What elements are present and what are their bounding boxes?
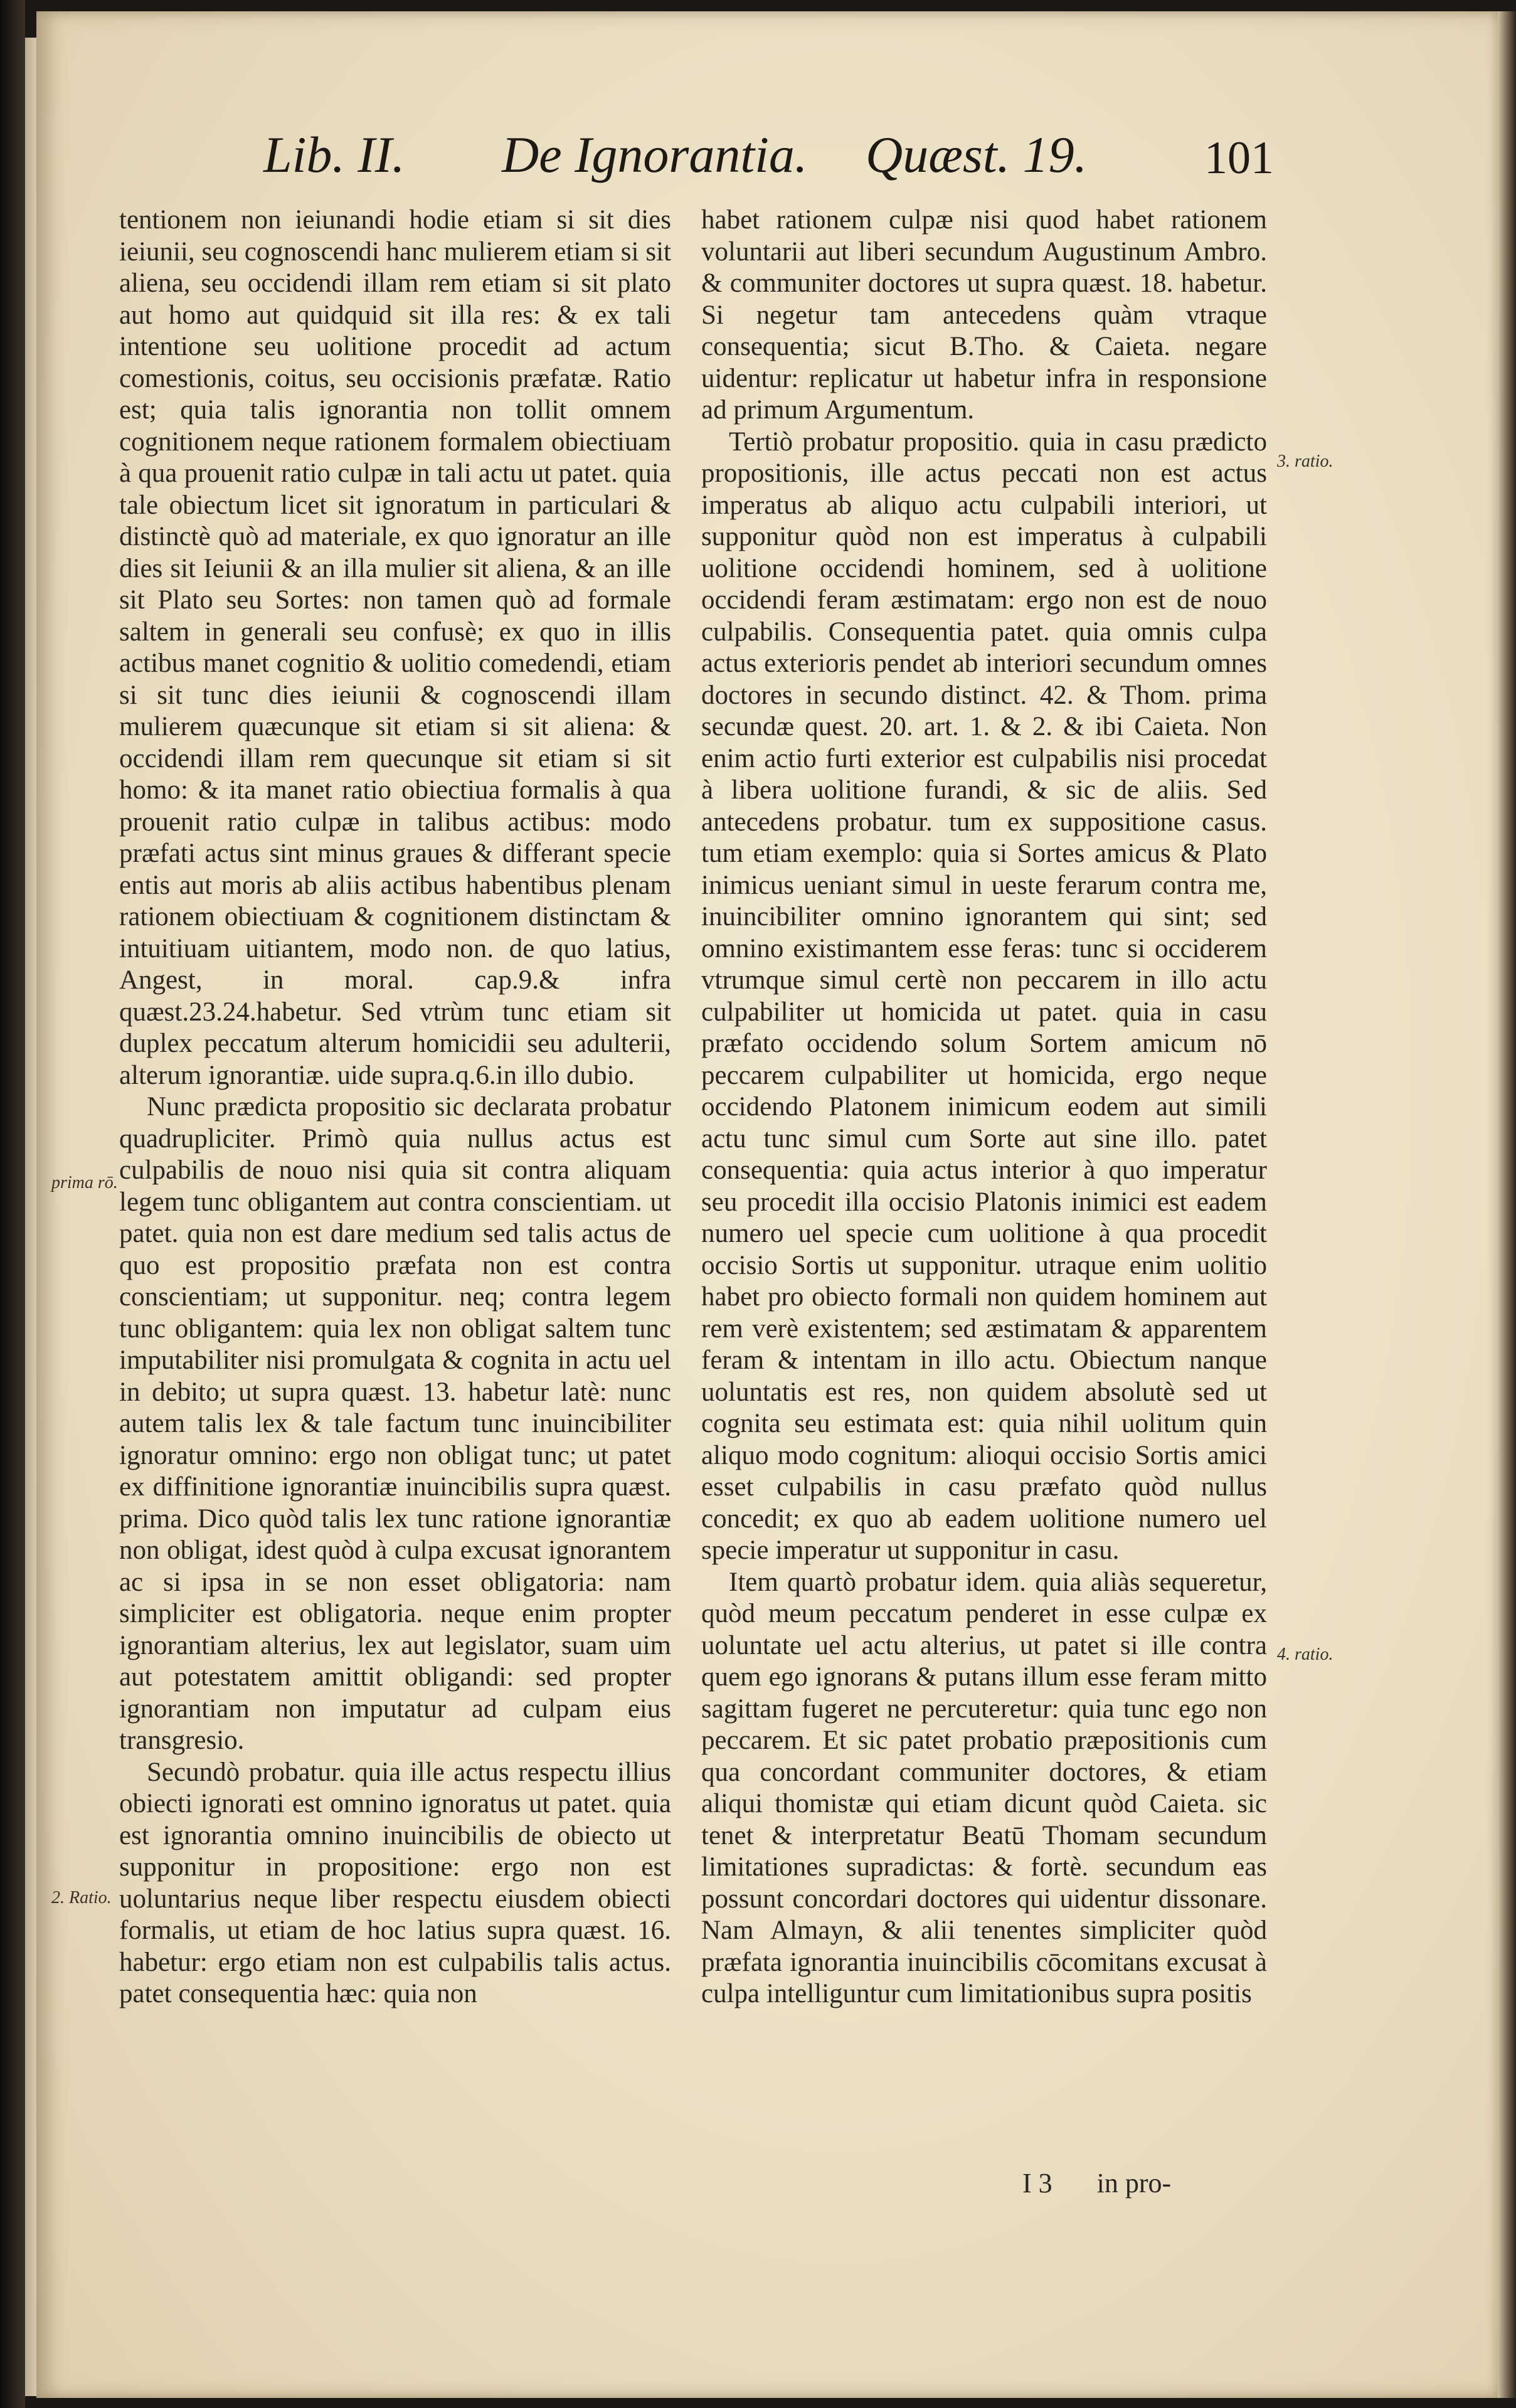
right-paragraph-2: Tertiò probatur propositio. quia in casu prædicto propositionis, ille actus peccati non est actus imperatus ab aliquo actu culpabili interiori, ut supponitur quòd non est imperatus à culpabili uolitione occidendi hominem, sed à uolitione occidendi feram æstimatam: ergo non est de nouo culpabilis. Consequentia patet. quia omnis culpa actus exterioris pendet ab interiori secundum omnes doctores in secundo distinct. 42. & Thom. prima secundæ quest. 20. art. 1. & 2. & ibi Caieta. Non enim actio furti exterior est culpabilis nisi procedat à libera uolitione furandi, & sic de aliis. Sed antecedens probatur. tum ex suppositione casus. tum etiam exemplo: quia si Sortes amicus & Plato inimicus ueniant simul in ueste ferarum contra me, inuincibiliter omnino ignorantem qui sint; sed omnino existimantem esse feras: tunc si occiderem vtrumque simul certè non peccarem in illo actu culpabiliter ut homicida ut patet. quia in casu præfato occidendo solum Sortem amicum nō peccarem culpabiliter ut homicida, ergo neque occidendo Platonem inimicum eodem aut simili actu tunc simul cum Sorte aut sine illo. patet consequentia: quia actus interior à quo imperatur seu procedit illa occisio Platonis inimici est eadem numero uel specie cum uolitione à qua procedit occisio Sortis ut supponitur. utraque enim uolitio habet pro obiecto formali non quidem hominem aut rem verè existentem; sed æstimatam & apparentem feram & intentam in illo actu. Obiectum nanque uoluntatis est res, non quidem absolutè sed ut cognita seu estimata est: quia nihil uolitum quin aliquo modo cognitum: alioqui occisio Sortis amici esset culpabilis in casu præfato quòd nullus concedit; ex quo ab eadem uolitione numero uel specie imperatur ut supponitur in casu. — [701, 427, 1267, 1565]
margin-note-prima-ratio: prima rō. — [51, 1173, 118, 1192]
left-paragraph-1: tentionem non ieiunandi hodie etiam si sit dies ieiunii, seu cognoscendi hanc mulierem etiam si sit aliena, seu occidendi illam rem etiam si sit plato aut homo aut quidquid sit illa res: & ex tali intentione seu uolitione procedit ad actum comestionis, coitus, seu occisionis præfatæ. Ratio est; quia talis ignorantia non tollit omnem cognitionem neque rationem formalem obiectiuam à qua prouenit ratio culpæ in tali actu ut patet. quia tale obiectum licet sit ignoratum in particulari & distinctè quò ad materiale, ex quo ignoratur an ille dies sit Ieiunii & an illa mulier sit aliena, & an ille sit Plato seu Sortes: non tamen quò ad formale saltem in generali seu confusè; ex quo in illis actibus manet cognitio & uolitio comedendi, etiam si sit tunc dies ieiunii & cognoscendi illam mulierem quæcunque sit etiam si sit aliena: & occidendi illam rem quecunque sit etiam si sit homo: & ita manet ratio obiectiua formalis à qua prouenit ratio culpæ in talibus actibus: modo præfati actus sint minus graues & differant specie entis aut moris ab aliis actibus habentibus plenam rationem obiectiuam & cognitionem distinctam & intuitiuam uitiantem, modo non. de quo latius, Angest, in moral. cap.9.& infra quæst.23.24.habetur. Sed vtrùm tunc etiam sit duplex peccatum alterum homicidii seu adulterii, alterum ignorantiæ. uide supra.q.6.in illo dubio. — [119, 205, 671, 1090]
left-column — [119, 204, 671, 2168]
left-paragraph-3: Secundò probatur. quia ille actus respectu illius obiecti ignorati est omnino ignoratus ut patet. quia est ignorantia omnino inuincibilis de obiecto ut supponitur in propositione: ergo non est uoluntarius neque liber respectu eiusdem obiecti formalis, ut etiam de hoc latius supra quæst. 16. habetur: ergo etiam non est culpabilis talis actus. patet consequentia hæc: quia non — [119, 1757, 671, 2008]
binding-gutter — [0, 0, 25, 2408]
catchword: in pro- — [1096, 2168, 1172, 2198]
signature-mark: I 3 — [1022, 2168, 1052, 2198]
right-paragraph-1: habet rationem culpæ nisi quod habet rationem voluntarii aut liberi secundum Augustinum Ambro. & communiter doctores ut supra quæst. 18. habetur. Si negetur tam antecedens quàm vtraque consequentia; sicut B.Tho. & Caieta. negare uidentur: replicatur ut habetur infra in responsione ad primum Argumentum. — [701, 205, 1267, 425]
margin-note-tertia-ratio: 3. ratio. — [1277, 452, 1333, 471]
running-head-title: De Ignorantia. — [502, 126, 808, 183]
page-fore-edge — [1498, 11, 1516, 2398]
margin-note-secunda-ratio: 2. Ratio. — [51, 1888, 112, 1907]
right-paragraph-3: Item quartò probatur idem. quia aliàs sequeretur, quòd meum peccatum penderet in esse culpæ ex uoluntate uel actu alterius, ut patet si ille contra quem ego ignorans & putans illum esse feram mitto sagittam fugeret ne percuteretur: quia tunc ego non peccarem. Et sic patet probatio præpositionis cum qua concordant communiter doctores, & etiam aliqui thomistæ qui etiam dicunt quòd Caieta. sic tenet & interpretatur Beatū Thomam secundum limitationes supradictas: & fortè. secundum eas possunt concordari doctores qui uidentur dissonare. Nam Almayn, & alii tenentes simpliciter quòd præfata ignorantia inuincibilis cōcomitans excusat à culpa intelliguntur cum limitationibus supra positis — [701, 1567, 1267, 2008]
running-head-book: Lib. II. — [263, 126, 405, 183]
running-head — [263, 125, 1292, 201]
page-footer — [1022, 2167, 1209, 2199]
folio-number: 101 — [1204, 132, 1274, 184]
running-head-quaestio: Quæst. 19. — [866, 126, 1088, 183]
right-column — [701, 204, 1267, 2168]
left-paragraph-2: Nunc prædicta propositio sic declarata probatur quadrupliciter. Primò quia nullus actus est culpabilis de nouo nisi quia sit contra aliquam legem tunc obligantem aut contra conscientiam. ut patet. quia non est dare medium sed talis actus de quo est propositio præfata non est contra conscientiam; ut supponitur. neq; contra legem tunc obligantem: quia lex non obligat saltem tunc imputabiliter nisi promulgata & cognita in actu uel in debito; ut supra quæst. 13. habetur latè: nunc autem talis lex & tale factum tunc inuincibiliter ignoratur omnino: ergo non obligat tunc; ut patet ex diffinitione ignorantiæ inuincibilis supra quæst. prima. Dico quòd talis lex tunc ratione ignorantiæ non obligat, idest quòd à culpa excusat ignorantem ac si ipsa in se non esset obligatoria: nam simpliciter est obligatoria. neque enim propter ignorantiam alterius, lex aut legislator, suam uim aut potestatem amittit obligandi: sed propter ignorantiam non imputatur ad culpam eius transgresio. — [119, 1092, 671, 1755]
previous-page-edge — [25, 38, 38, 2396]
margin-note-quarta-ratio: 4. ratio. — [1277, 1645, 1333, 1664]
